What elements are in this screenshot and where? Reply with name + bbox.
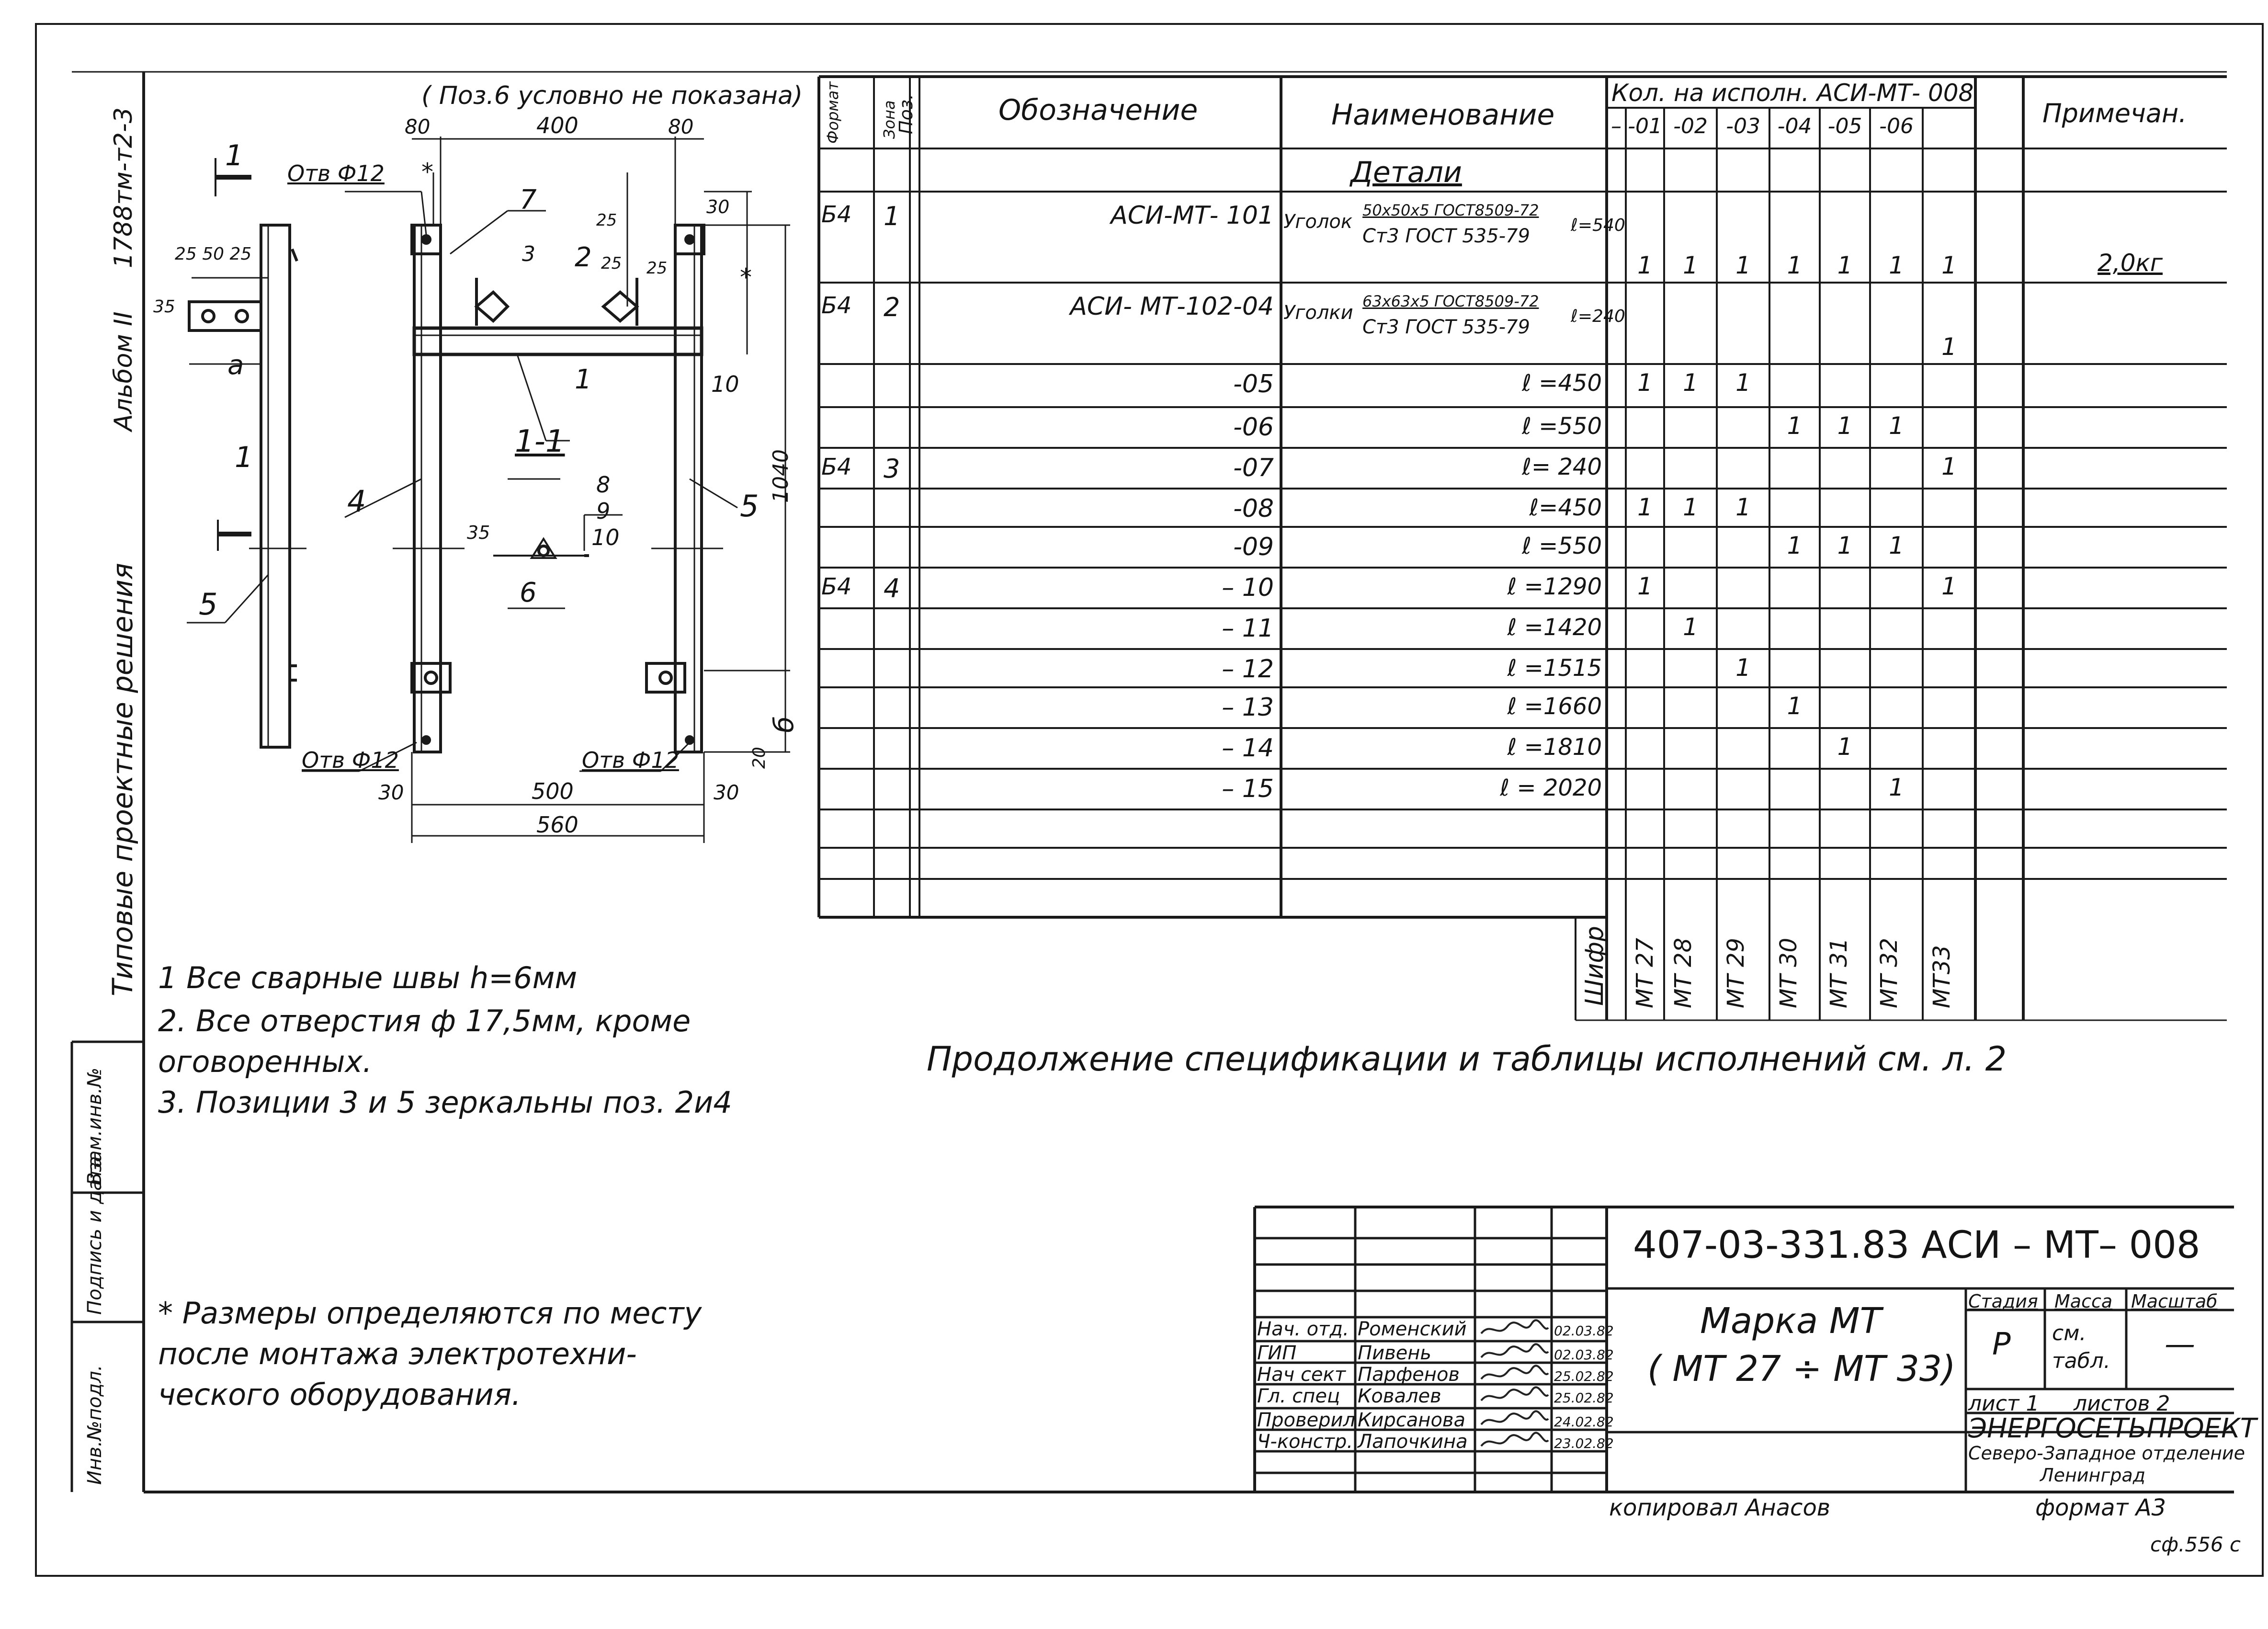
cipher-label: МТ 32 [1876, 937, 1903, 1008]
row-length: ℓ =1660 [1507, 693, 1602, 720]
spec-cipher-label: Шифр [1580, 926, 1609, 1006]
row-qty: 1 [1837, 412, 1853, 440]
row-designation: – 11 [1222, 614, 1274, 643]
row-length: ℓ =450 [1522, 370, 1602, 397]
row-name: Уголок [1283, 211, 1353, 233]
row-name-sub1: 50х50х5 ГОСТ8509-72 [1362, 201, 1539, 219]
row-qty: 1 [1735, 251, 1751, 279]
star-mark-1: * [421, 158, 433, 186]
title-block-mass: см. табл. [2052, 1321, 2110, 1373]
row-designation: – 12 [1222, 655, 1274, 683]
signatory-date: 25.02.82 [1554, 1390, 1614, 1406]
title-block-title-2: ( МТ 27 ÷ МТ 33) [1647, 1348, 1956, 1390]
signature-scribble [1479, 1343, 1551, 1364]
cipher-label: МТ 28 [1670, 937, 1697, 1008]
dim-20: 20 [749, 747, 769, 769]
dim-35-mid: 35 [467, 522, 490, 543]
signatory-name: Парфенов [1358, 1364, 1460, 1386]
row-name: Уголки [1283, 302, 1353, 324]
row-qty: 1 [1889, 774, 1904, 801]
row-qty: 1 [1637, 572, 1653, 600]
star-note-2: после монтажа электротехни- [158, 1336, 637, 1371]
row-designation: – 15 [1222, 775, 1274, 803]
dim-80-left: 80 [405, 115, 431, 138]
row-qty: 1 [1941, 572, 1957, 600]
section-mark-bottom: 1 [235, 441, 253, 474]
dim-a: a [227, 350, 244, 381]
row-name-sub2: Ст3 ГОСТ 535-79 [1362, 316, 1530, 338]
row-qty: 1 [1735, 654, 1751, 682]
row-qty: 1 [1889, 412, 1904, 440]
variant-header: -02 [1673, 114, 1708, 138]
spec-header-zone: Зона [880, 100, 898, 139]
signatory-role: Ч-констр. [1257, 1431, 1353, 1453]
spec-header-variants-title: Кол. на исполн. АСИ-МТ- 008 [1611, 79, 1974, 107]
row-qty: 1 [1637, 369, 1653, 397]
title-block-stage: Р [1992, 1327, 2011, 1362]
signature-scribble [1479, 1365, 1551, 1386]
spec-section-details: Детали [1350, 156, 1462, 189]
pos-4-label: 4 [347, 484, 366, 519]
row-name-sub2: Ст3 ГОСТ 535-79 [1362, 225, 1530, 247]
title-block-scale: — [2165, 1327, 2195, 1362]
dim-30-br: 30 [714, 781, 739, 804]
row-format: Б4 [821, 292, 852, 319]
dim-560: 560 [536, 812, 578, 838]
signatory-name: Лапочкина [1358, 1431, 1468, 1453]
title-block-stage-header: Стадия [1968, 1291, 2038, 1312]
format-label: формат А3 [2035, 1494, 2166, 1521]
row-designation: – 10 [1222, 573, 1274, 602]
signature-scribble [1479, 1386, 1551, 1407]
row-length: ℓ=240 [1571, 307, 1625, 326]
row-designation: -05 [1233, 370, 1274, 399]
hole-label-top: Отв Ф12 [287, 160, 385, 186]
row-qty: 1 [1735, 493, 1751, 521]
title-block-code: 407-03-331.83 АСИ – МТ– 008 [1633, 1224, 2200, 1267]
dim-35-left: 35 [153, 297, 175, 317]
star-note-1: * Размеры определяются по месту [158, 1296, 702, 1331]
row-designation: АСИ- МТ-102-04 [1070, 292, 1274, 321]
title-block-org-1: ЭНЕРГОСЕТЬПРОЕКТ [1968, 1413, 2257, 1444]
spec-header-pos: Поз. [896, 93, 917, 134]
note-line-2: 2. Все отверстия ф 17,5мм, кроме [158, 1003, 691, 1038]
row-designation: -08 [1233, 494, 1274, 523]
row-qty: 1 [1637, 251, 1653, 279]
signatory-date: 02.03.82 [1554, 1323, 1614, 1339]
signature-scribble [1479, 1432, 1551, 1453]
signatory-name: Ковалев [1358, 1385, 1441, 1407]
variant-header: – [1611, 114, 1622, 138]
row-designation: -06 [1233, 413, 1274, 442]
star-mark-2: * [740, 263, 752, 291]
row-length: ℓ = 2020 [1500, 775, 1602, 801]
row-length: ℓ =1290 [1507, 573, 1602, 600]
signatory-name: Кирсанова [1358, 1409, 1465, 1431]
row-pos: 1 [884, 201, 900, 231]
title-block-mass-header: Масса [2054, 1291, 2113, 1312]
drawing-note-top: ( Поз.6 условно не показана) [421, 81, 803, 110]
row-qty: 1 [1735, 369, 1751, 397]
cipher-label: МТ33 [1928, 945, 1955, 1008]
row-qty: 1 [1637, 493, 1653, 521]
pos-5-right-label: 5 [740, 489, 759, 524]
note-line-3: оговоренных. [158, 1044, 372, 1079]
row-qty: 1 [1837, 532, 1853, 559]
signatory-role: ГИП [1257, 1342, 1297, 1364]
variant-header: -03 [1726, 114, 1760, 138]
hole-label-br: Отв Ф12 [582, 747, 679, 773]
note-line-4: 3. Позиции 3 и 5 зеркальны поз. 2и4 [158, 1085, 732, 1120]
signatory-name: Роменский [1358, 1318, 1467, 1340]
row-pos: 3 [884, 454, 900, 484]
section-mark-top: 1 [225, 139, 244, 172]
dim-25-c: 25 [646, 259, 668, 278]
dim-400: 400 [536, 113, 578, 138]
row-format: Б4 [821, 454, 852, 480]
hole-label-bl: Отв Ф12 [302, 747, 399, 773]
row-length: ℓ =1515 [1507, 655, 1602, 682]
continuation-note: Продолжение спецификации и таблицы исполнений см. л. 2 [927, 1039, 2007, 1079]
row-qty: 1 [1941, 251, 1957, 279]
cipher-label: МТ 30 [1775, 937, 1802, 1008]
title-block-org-2: Северо-Западное отделение [1968, 1443, 2245, 1464]
row-qty: 1 [1941, 453, 1957, 480]
doc-code-side: 1788тм-т2-3 [109, 107, 138, 268]
cipher-label: МТ 31 [1826, 937, 1852, 1008]
title-block-scale-header: Масштаб [2131, 1291, 2218, 1312]
dim-25-50-25: 25 50 25 [175, 244, 252, 264]
signatory-date: 02.03.82 [1554, 1347, 1614, 1363]
row-pos: 2 [884, 292, 900, 322]
note-line-1: 1 Все сварные швы h=6мм [158, 960, 578, 995]
pos-8-label: 8 [596, 472, 611, 498]
variant-header: -01 [1628, 114, 1662, 138]
pos-1-label: 1 [575, 364, 592, 395]
variant-header: -06 [1879, 114, 1914, 138]
row-length: ℓ=450 [1529, 494, 1602, 521]
signatory-role: Проверил [1257, 1409, 1356, 1431]
strip-podpis: Подпись и дата [84, 1156, 106, 1315]
row-designation: АСИ-МТ- 101 [1111, 201, 1274, 230]
copied-by: копировал Анасов [1609, 1494, 1831, 1521]
signatory-name: Пивень [1358, 1342, 1431, 1364]
pos-2-label: 2 [575, 242, 592, 273]
dim-500: 500 [532, 778, 574, 804]
row-length: ℓ=540 [1571, 216, 1625, 235]
signatory-date: 24.02.82 [1554, 1414, 1614, 1430]
dim-b: б [769, 716, 800, 733]
row-length: ℓ =550 [1522, 413, 1602, 440]
variant-header: -05 [1827, 114, 1862, 138]
signatory-date: 25.02.82 [1554, 1368, 1614, 1384]
corner-code: сф.556 с [2150, 1533, 2241, 1556]
pos-9-label: 9 [596, 498, 611, 524]
spec-header-name: Наименование [1331, 98, 1555, 132]
title-block-sheet: лист 1 [1968, 1391, 2040, 1416]
cipher-label: МТ 27 [1632, 937, 1658, 1008]
row-designation: -09 [1233, 533, 1274, 561]
pos-5-left-label: 5 [199, 587, 218, 622]
row-note: 2,0кг [2098, 249, 2163, 277]
row-qty: 1 [1787, 251, 1803, 279]
row-length: ℓ =1810 [1507, 734, 1602, 761]
spec-header-designation: Обозначение [998, 93, 1198, 127]
title-block-sheets: листов 2 [2074, 1391, 2170, 1416]
dim-30-top: 30 [706, 196, 730, 217]
dim-80-right: 80 [668, 115, 694, 138]
variant-header: -04 [1777, 114, 1812, 138]
row-qty: 1 [1787, 692, 1803, 720]
pos-10-label-a: 10 [711, 371, 739, 397]
title-block-org-3: Ленинград [2040, 1465, 2145, 1486]
series-title: Типовые проектные решения [106, 563, 139, 996]
section-label: 1-1 [515, 424, 565, 459]
signature-scribble [1479, 1319, 1551, 1340]
pos-10-label-b: 10 [591, 524, 620, 550]
signatory-role: Нач сект [1257, 1364, 1346, 1386]
cipher-label: МТ 29 [1723, 937, 1749, 1008]
dim-1040: 1040 [769, 449, 793, 503]
row-qty: 1 [1683, 613, 1698, 641]
row-qty: 1 [1683, 493, 1698, 521]
pos-7-label: 7 [520, 184, 537, 216]
dim-30-bl: 30 [378, 781, 404, 804]
spec-header-format: Формат [824, 81, 842, 144]
row-qty: 1 [1683, 251, 1698, 279]
row-qty: 1 [1787, 532, 1803, 559]
row-pos: 4 [884, 573, 900, 604]
album-label: Альбом II [109, 311, 138, 431]
row-qty: 1 [1889, 251, 1904, 279]
row-qty: 1 [1889, 532, 1904, 559]
signature-scribble [1479, 1410, 1551, 1431]
row-length: ℓ= 240 [1522, 454, 1602, 480]
row-length: ℓ =550 [1522, 533, 1602, 559]
row-qty: 1 [1837, 733, 1853, 761]
dim-25-a: 25 [596, 211, 617, 230]
row-designation: -07 [1233, 454, 1274, 482]
signatory-role: Гл. спец [1257, 1385, 1340, 1407]
row-name-sub1: 63х63х5 ГОСТ8509-72 [1362, 292, 1539, 310]
row-qty: 1 [1941, 333, 1957, 361]
row-format: Б4 [821, 201, 852, 228]
signatory-role: Нач. отд. [1257, 1318, 1349, 1340]
row-length: ℓ =1420 [1507, 614, 1602, 641]
title-block-title-1: Марка МТ [1700, 1300, 1882, 1342]
row-designation: – 13 [1222, 693, 1274, 722]
star-note-3: ческого оборудования. [158, 1377, 521, 1412]
dim-25-b: 25 [601, 254, 622, 273]
row-format: Б4 [821, 573, 852, 600]
spec-header-note: Примечан. [2042, 98, 2187, 128]
pos-6-label: 6 [520, 577, 537, 608]
strip-inv-podl: Инв.№подл. [84, 1365, 106, 1485]
strip-vzam: Взам.инв.№ [84, 1067, 106, 1185]
row-designation: – 14 [1222, 734, 1274, 763]
row-qty: 1 [1837, 251, 1853, 279]
row-qty: 1 [1787, 412, 1803, 440]
pos-3-label: 3 [522, 242, 535, 266]
signatory-date: 23.02.82 [1554, 1435, 1614, 1451]
row-qty: 1 [1683, 369, 1698, 397]
